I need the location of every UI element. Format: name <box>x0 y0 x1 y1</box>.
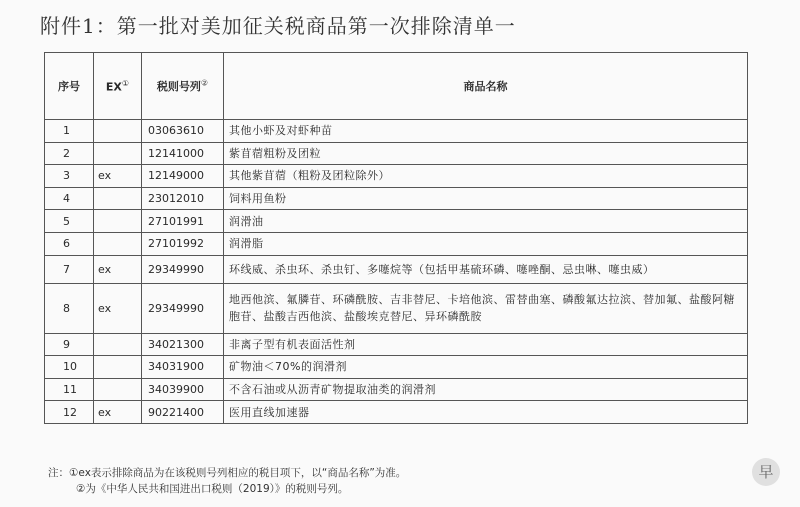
row-ex-flag <box>94 356 142 379</box>
row-ex-flag <box>94 378 142 401</box>
row-product-name: 其他紫苜蓿（粗粉及团粒除外） <box>224 165 748 188</box>
table-row <box>45 232 748 255</box>
table-row <box>45 333 748 356</box>
footnote-1: 注：①ex表示排除商品为在该税则号列相应的税目项下，以“商品名称”为准。 <box>48 467 407 479</box>
row-index: 7 <box>45 255 94 283</box>
row-product-name: 润滑脂 <box>224 232 748 255</box>
row-ex-flag: ex <box>94 165 142 188</box>
row-index: 5 <box>45 210 94 233</box>
row-index: 9 <box>45 333 94 356</box>
row-tariff-code: 34021300 <box>142 333 224 356</box>
row-product-name: 其他小虾及对虾种苗 <box>224 120 748 143</box>
table-row <box>45 283 748 333</box>
row-ex-flag <box>94 187 142 210</box>
row-index: 10 <box>45 356 94 379</box>
row-index: 6 <box>45 232 94 255</box>
row-ex-flag <box>94 210 142 233</box>
row-ex-flag <box>94 142 142 165</box>
table-row <box>45 165 748 188</box>
row-ex-flag <box>94 333 142 356</box>
row-product-name: 紫苜蓿粗粉及团粒 <box>224 142 748 165</box>
row-tariff-code: 03063610 <box>142 120 224 143</box>
table-row <box>45 120 748 143</box>
table-row <box>45 378 748 401</box>
watermark-logo: 早 <box>752 458 780 486</box>
row-tariff-code: 29349990 <box>142 255 224 283</box>
table-header-row <box>45 53 748 120</box>
row-index: 4 <box>45 187 94 210</box>
row-tariff-code: 12141000 <box>142 142 224 165</box>
row-product-name: 地西他滨、氟膦苷、环磷酰胺、吉非替尼、卡培他滨、雷替曲塞、磷酸氟达拉滨、替加氟、盐酸阿糖胞苷、盐酸吉西他滨、盐酸埃克替尼、异环磷酰胺 <box>224 283 748 333</box>
row-tariff-code: 90221400 <box>142 401 224 424</box>
row-product-name: 不含石油或从沥青矿物提取油类的润滑剂 <box>224 378 748 401</box>
row-tariff-code: 29349990 <box>142 283 224 333</box>
row-tariff-code: 27101991 <box>142 210 224 233</box>
row-ex-flag <box>94 232 142 255</box>
table-row <box>45 356 748 379</box>
row-tariff-code: 12149000 <box>142 165 224 188</box>
row-index: 2 <box>45 142 94 165</box>
document-title: 附件1：第一批对美加征关税商品第一次排除清单一 <box>40 14 516 38</box>
row-tariff-code: 27101992 <box>142 232 224 255</box>
row-ex-flag <box>94 120 142 143</box>
row-ex-flag: ex <box>94 401 142 424</box>
table-row <box>45 210 748 233</box>
row-index: 1 <box>45 120 94 143</box>
row-ex-flag: ex <box>94 255 142 283</box>
row-tariff-code: 23012010 <box>142 187 224 210</box>
row-index: 12 <box>45 401 94 424</box>
row-product-name: 医用直线加速器 <box>224 401 748 424</box>
header-name: 商品名称 <box>224 53 748 120</box>
table-row <box>45 187 748 210</box>
row-index: 8 <box>45 283 94 333</box>
row-ex-flag: ex <box>94 283 142 333</box>
footnotes <box>48 465 406 497</box>
footnote-2: ②为《中华人民共和国进出口税则（2019）》的税则号列。 <box>76 483 349 495</box>
table-row <box>45 255 748 283</box>
row-tariff-code: 34031900 <box>142 356 224 379</box>
table-row <box>45 401 748 424</box>
header-code: 税则号列② <box>142 53 224 120</box>
row-product-name: 矿物油＜70%的润滑剂 <box>224 356 748 379</box>
row-product-name: 饲料用鱼粉 <box>224 187 748 210</box>
row-tariff-code: 34039900 <box>142 378 224 401</box>
exclusion-list-table <box>44 52 748 424</box>
row-product-name: 环线威、杀虫环、杀虫钉、多噻烷等（包括甲基硫环磷、噻唑酮、忌虫啉、噻虫威） <box>224 255 748 283</box>
header-index: 序号 <box>45 53 94 120</box>
row-index: 3 <box>45 165 94 188</box>
table-row <box>45 142 748 165</box>
header-ex: EX① <box>94 53 142 120</box>
row-index: 11 <box>45 378 94 401</box>
row-product-name: 非离子型有机表面活性剂 <box>224 333 748 356</box>
row-product-name: 润滑油 <box>224 210 748 233</box>
